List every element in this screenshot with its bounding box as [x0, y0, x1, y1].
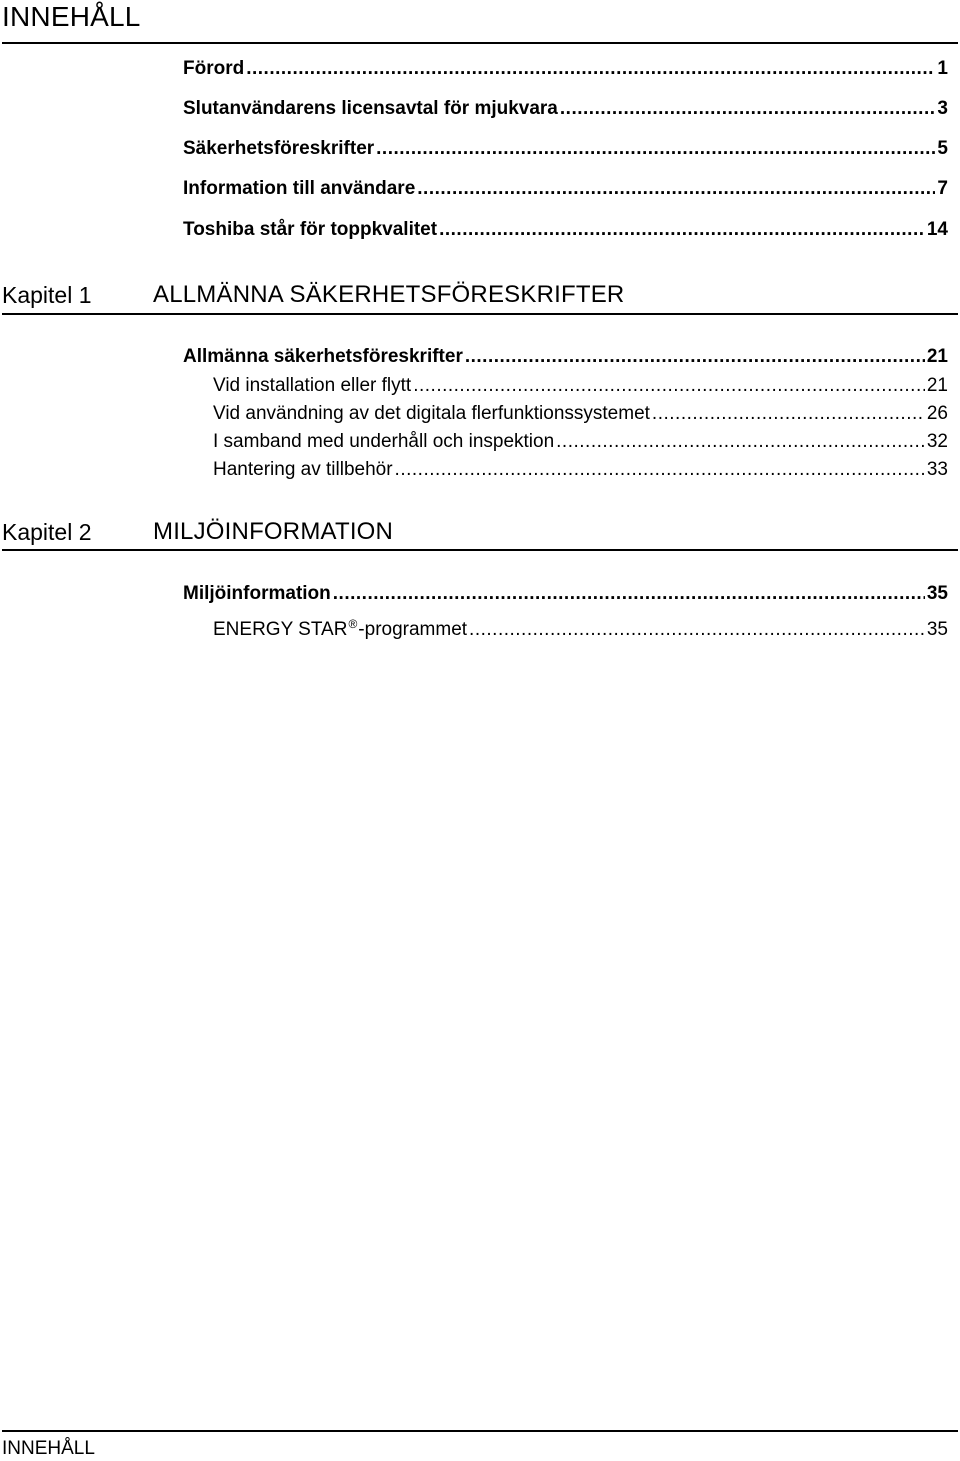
- toc-entry-title-prefix: ENERGY STAR: [213, 619, 348, 640]
- toc-entry-page: 14: [926, 219, 948, 240]
- toc-entry-page: 21: [926, 346, 948, 367]
- toc-entry-page: 32: [926, 431, 948, 452]
- toc-entry[interactable]: [183, 217, 948, 243]
- toc-entry-page: 35: [926, 583, 948, 604]
- toc-entry-page: 33: [926, 459, 948, 480]
- chapter-heading: MILJÖINFORMATION: [153, 518, 394, 545]
- chapter-label: Kapitel 2: [2, 519, 92, 545]
- toc-entry-title: Miljöinformation: [183, 583, 331, 604]
- toc-entry-title: Toshiba står för toppkvalitet: [183, 219, 438, 240]
- toc-entry-title: I samband med underhåll och inspektion: [213, 431, 555, 452]
- chapter-rule: [2, 313, 958, 315]
- title-rule: [2, 42, 958, 44]
- toc-entry[interactable]: [183, 96, 948, 122]
- toc-leader: [413, 373, 925, 399]
- footer-rule: [2, 1430, 958, 1432]
- toc-leader: [246, 56, 935, 82]
- toc-leader: [560, 96, 936, 122]
- toc-entry-page: 7: [937, 178, 948, 199]
- toc-leader: [439, 217, 925, 243]
- toc-entry-page: 3: [937, 98, 948, 119]
- toc-entry[interactable]: [183, 176, 948, 202]
- toc-entry-title-suffix: -programmet: [358, 619, 468, 640]
- toc-entry-title: Vid installation eller flytt: [213, 375, 412, 396]
- toc-leader: [556, 429, 925, 455]
- toc-leader: [417, 176, 935, 202]
- toc-section[interactable]: [183, 581, 948, 607]
- toc-leader: [465, 344, 925, 370]
- toc-subsection[interactable]: [213, 429, 948, 455]
- toc-entry-page: 35: [926, 619, 948, 640]
- toc-entry[interactable]: [183, 136, 948, 162]
- toc-entry-title: Förord: [183, 58, 245, 79]
- toc-section[interactable]: [183, 344, 948, 370]
- toc-leader: [376, 136, 935, 162]
- toc-entry[interactable]: [183, 56, 948, 82]
- toc-leader: [469, 617, 925, 643]
- footer-text: INNEHÅLL: [2, 1438, 95, 1459]
- toc-subsection[interactable]: [213, 373, 948, 399]
- toc-entry-title: Hantering av tillbehör: [213, 459, 393, 480]
- toc-entry-page: 26: [926, 403, 948, 424]
- toc-entry-title: Allmänna säkerhetsföreskrifter: [183, 346, 463, 367]
- toc-entry-title: Information till användare: [183, 178, 416, 199]
- toc-entry-page: 21: [926, 375, 948, 396]
- page-title: INNEHÅLL: [2, 1, 141, 32]
- toc-entry-title: Vid användning av det digitala flerfunktionssystemet: [213, 403, 650, 424]
- chapter-heading: ALLMÄNNA SÄKERHETSFÖRESKRIFTER: [153, 281, 625, 308]
- toc-entry-title: Säkerhetsföreskrifter: [183, 138, 375, 159]
- toc-subsection[interactable]: [213, 457, 948, 483]
- toc-subsection[interactable]: [213, 401, 948, 427]
- toc-entry-page: 1: [937, 58, 948, 79]
- toc-subsection[interactable]: [213, 611, 948, 640]
- toc-entry-title: Slutanvändarens licensavtal för mjukvara: [183, 98, 558, 119]
- toc-entry-page: 5: [937, 138, 948, 159]
- registered-mark: ®: [348, 617, 358, 631]
- toc-leader: [333, 581, 925, 607]
- chapter-label: Kapitel 1: [2, 282, 92, 308]
- chapter-rule: [2, 549, 958, 551]
- toc-leader: [395, 457, 925, 483]
- toc-leader: [652, 401, 925, 427]
- toc-entry-title: [213, 611, 467, 643]
